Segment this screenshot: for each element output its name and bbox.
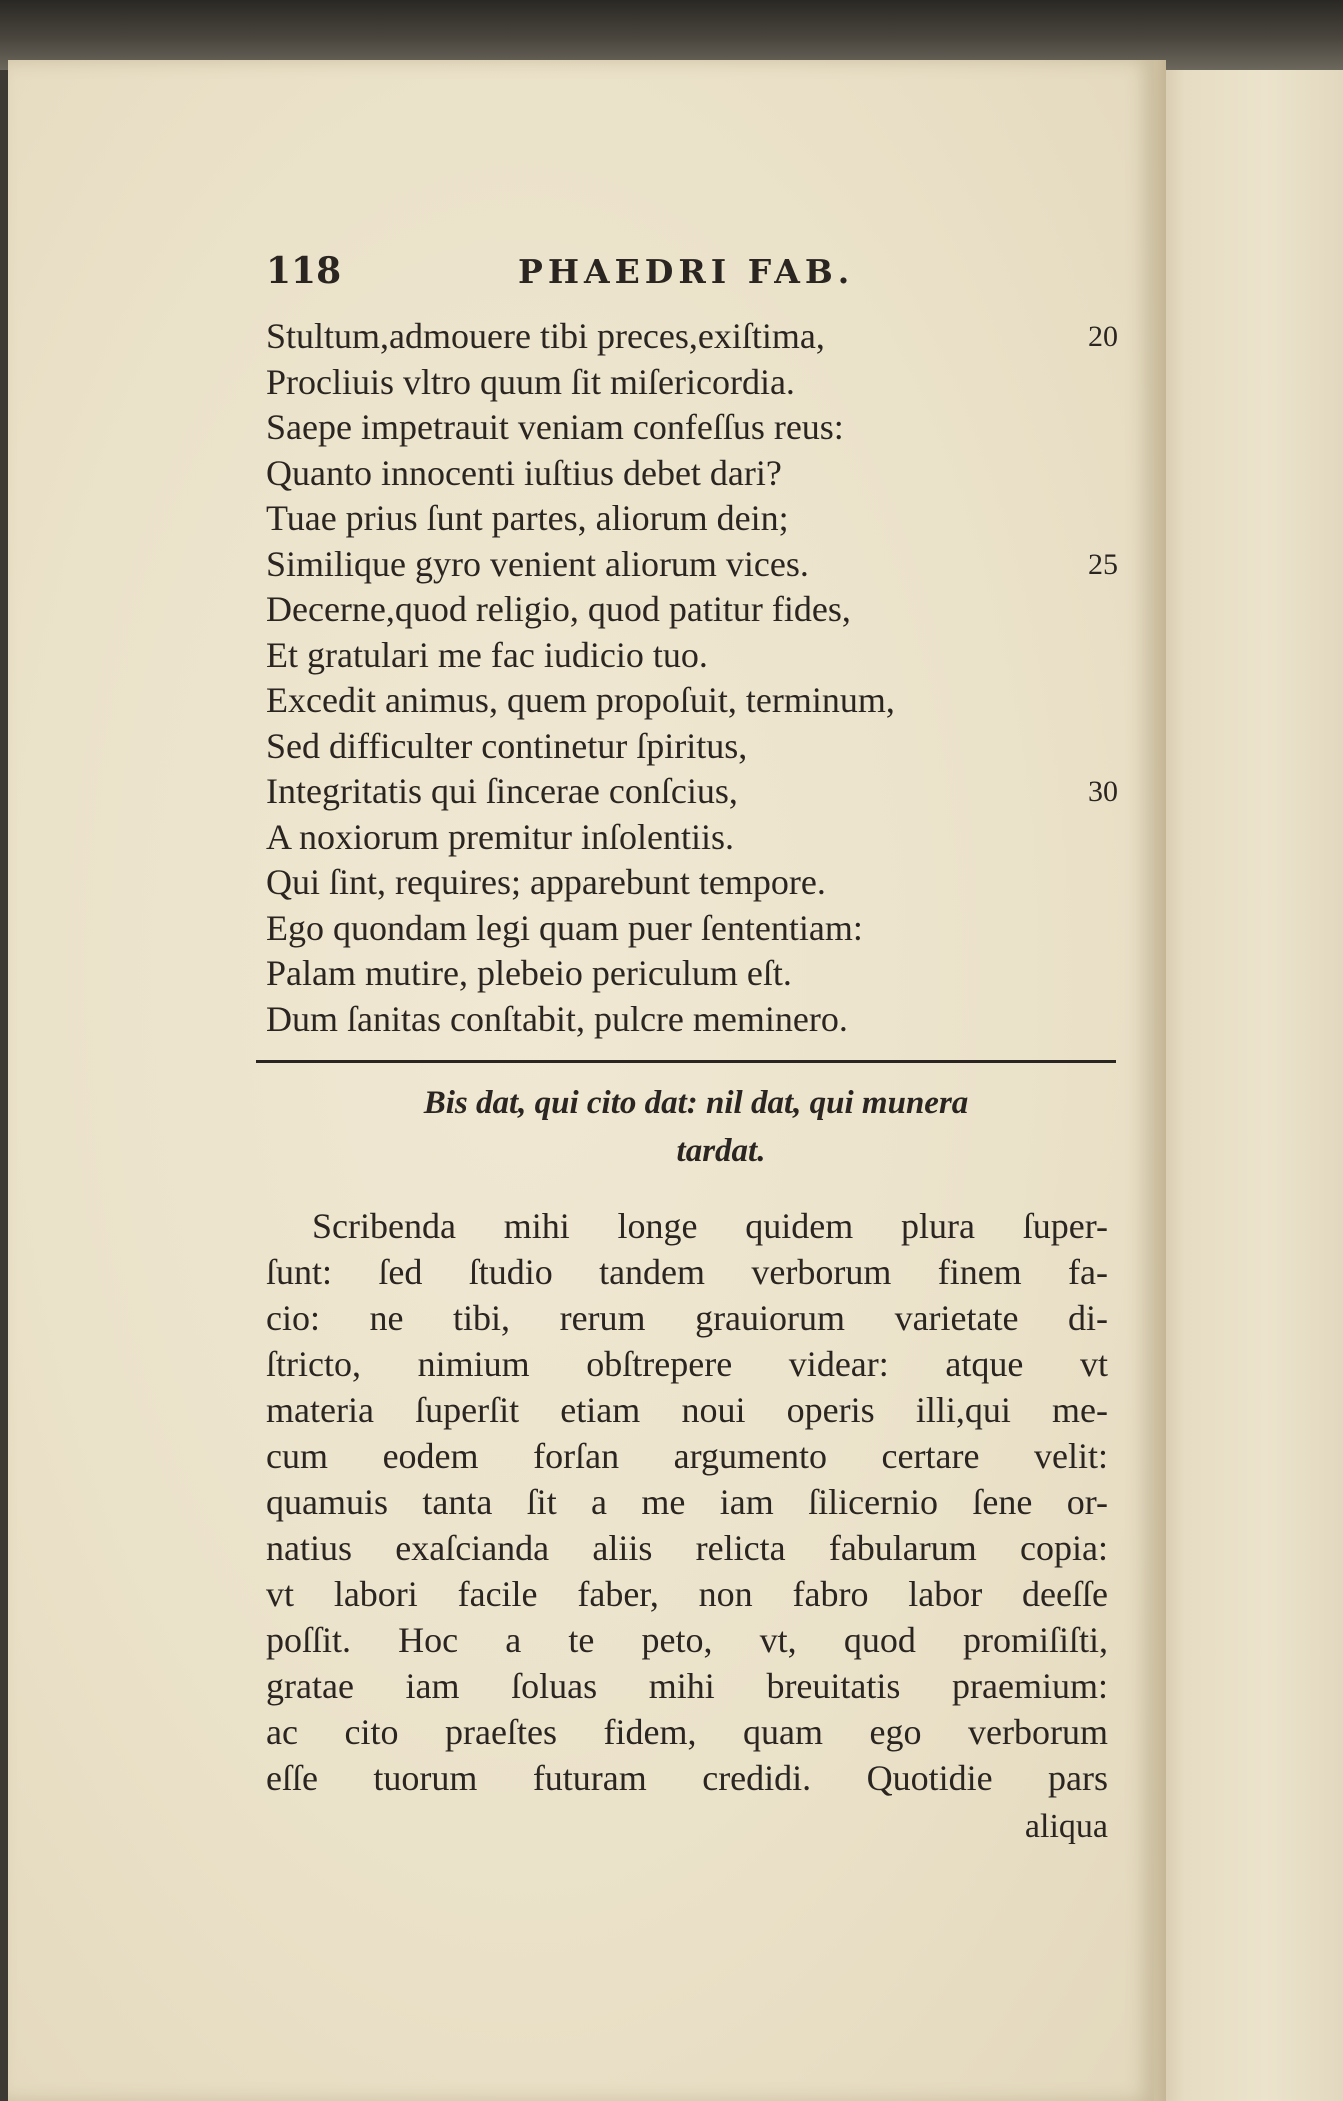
prose-line: gratae iam ſoluas mihi breuitatis praemium: xyxy=(266,1666,1108,1706)
prose-line: ſtricto, nimium obſtrepere videar: atque vt xyxy=(266,1344,1108,1384)
book-page xyxy=(8,60,1154,2101)
verse-block xyxy=(266,314,1146,1042)
page-header xyxy=(266,250,1146,304)
page-number: 118 xyxy=(266,250,342,292)
line-number: 25 xyxy=(1088,547,1118,581)
verse-line: Dum ſanitas conſtabit, pulcre meminero. xyxy=(266,998,848,1039)
prose-line: quamuis tanta ſit a me iam ſilicernio ſene or- xyxy=(266,1482,1108,1522)
verse-line: Integritatis qui ſincerae conſcius, 30 xyxy=(266,769,1146,815)
prose-paragraph xyxy=(266,1203,1108,1801)
motto-line: tardat. xyxy=(676,1133,766,1169)
facing-page xyxy=(1150,70,1343,2101)
prose-line: cum eodem forſan argumento certare velit: xyxy=(266,1436,1108,1476)
motto xyxy=(266,1079,1106,1175)
prose-line: ſunt: ſed ſtudio tandem verborum finem fa- xyxy=(266,1252,1108,1292)
verse-line: Quanto innocenti iuſtius debet dari? xyxy=(266,452,782,493)
verse-line: Procliuis vltro quum ſit miſericordia. xyxy=(266,361,795,402)
prose-line: cio: ne tibi, rerum grauiorum varietate di- xyxy=(266,1298,1108,1338)
verse-line: A noxiorum premitur inſolentiis. xyxy=(266,816,734,857)
prose-line: poſſit. Hoc a te peto, vt, quod promiſiſti, xyxy=(266,1620,1108,1660)
prose-line: natius exaſcianda aliis relicta fabularum copia: xyxy=(266,1528,1108,1568)
verse-line: Et gratulari me fac iudicio tuo. xyxy=(266,634,708,675)
running-head: PHAEDRI FAB. xyxy=(518,252,855,291)
verse-line: Excedit animus, quem propoſuit, terminum, xyxy=(266,680,895,720)
verse-line: Decerne,quod religio, quod patitur fides, xyxy=(266,589,851,629)
prose-line: eſſe tuorum futuram credidi. Quotidie pars xyxy=(266,1758,1108,1798)
verse-line: Saepe impetrauit veniam confeſſus reus: xyxy=(266,407,844,447)
verse-line: Palam mutire, plebeio periculum eſt. xyxy=(266,953,792,993)
section-rule xyxy=(256,1060,1116,1063)
prose-line: vt labori facile faber, non fabro labor deeſſe xyxy=(266,1574,1108,1614)
prose-line: materia ſuperſit etiam noui operis illi,qui me- xyxy=(266,1390,1108,1430)
verse-line: Sed difficulter continetur ſpiritus, xyxy=(266,725,748,766)
verse-line: Stultum,admouere tibi preces,exiſtima, 20 xyxy=(266,314,1146,360)
verse-line: Ego quondam legi quam puer ſententiam: xyxy=(266,907,863,948)
line-number: 20 xyxy=(1088,320,1118,353)
prose-line: ac cito praeſtes fidem, quam ego verborum xyxy=(266,1712,1108,1752)
prose-line: Scribenda mihi longe quidem plura ſuper- xyxy=(312,1206,1108,1246)
motto-line: Bis dat, qui cito dat: nil dat, qui munera xyxy=(423,1085,969,1121)
verse-line: Qui ſint, requires; apparebunt tempore. xyxy=(266,862,826,902)
text-block xyxy=(266,250,1146,1847)
verse-line: Similique gyro venient aliorum vices. 25 xyxy=(266,542,1146,588)
verse-line: Tuae prius ſunt partes, aliorum dein; xyxy=(266,498,789,538)
line-number: 30 xyxy=(1088,775,1118,808)
catchword: aliqua xyxy=(1024,1808,1108,1845)
